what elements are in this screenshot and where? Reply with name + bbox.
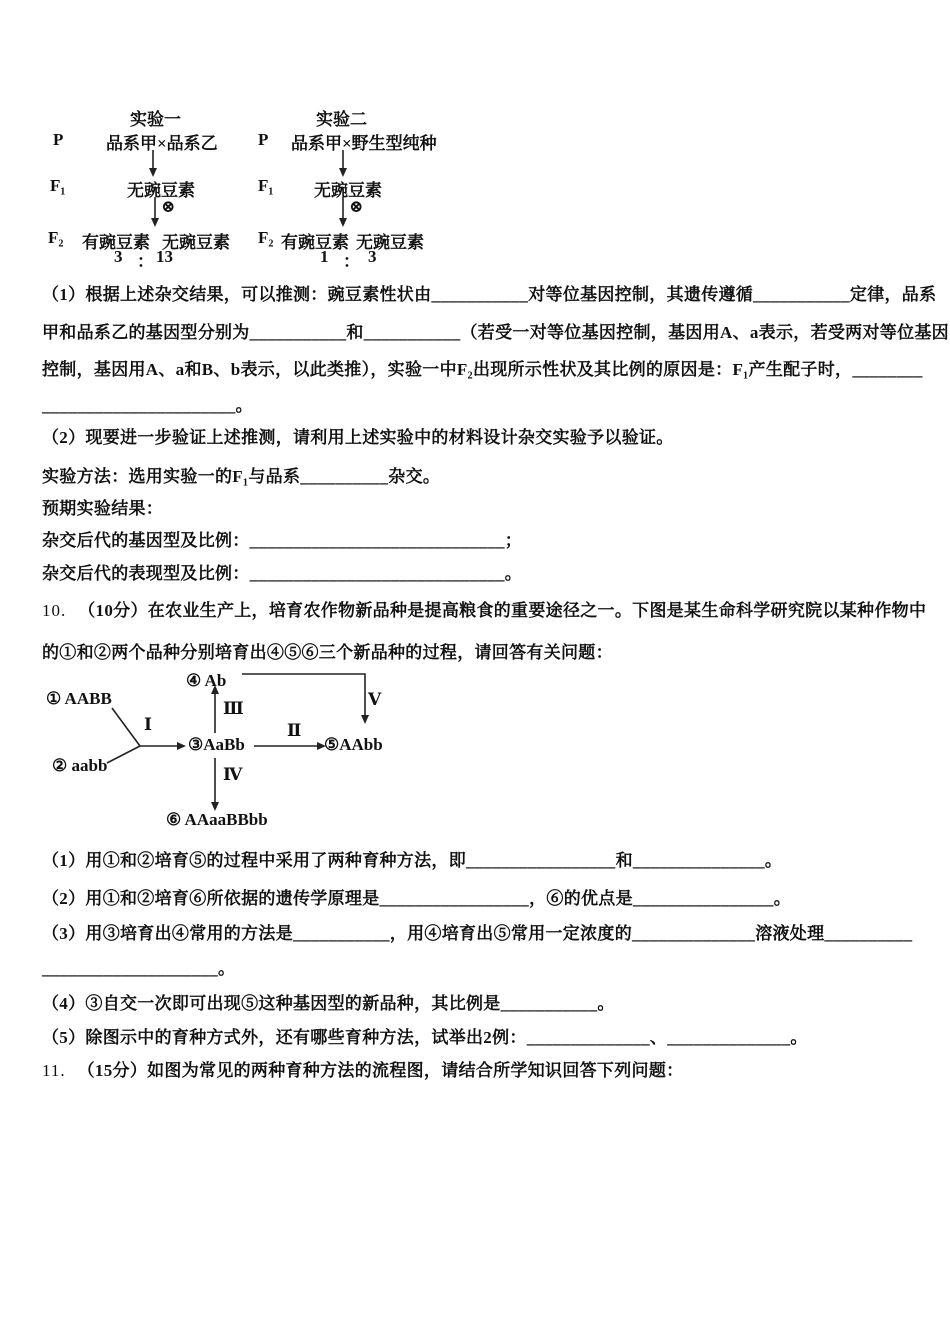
ratio-right: 13 — [156, 247, 173, 266]
q9-part1-line3: 控制，基因用A、a和B、b表示，以此类推），实验一中F₂出现所示性状及其比例的原因是：F₁产生配子时，________ — [42, 360, 923, 379]
breeding-step-II: Ⅱ — [287, 721, 302, 740]
breeding-step-III: Ⅲ — [223, 699, 244, 718]
q10-number: 10. — [42, 601, 67, 620]
breeding-step-V: Ⅴ — [368, 690, 382, 709]
self-cross-icon: ⊗ — [161, 197, 176, 216]
f1-label: F₁ — [258, 176, 274, 195]
q9-part2-genotype-line: 杂交后代的基因型及比例：_____________________________； — [42, 531, 523, 550]
q10-sub3-continued: ____________________。 — [42, 959, 236, 978]
f1-phenotype: 无豌豆素 — [127, 181, 195, 200]
ratio-colon: ： — [343, 252, 360, 271]
exp2-title: 实验二 — [316, 110, 367, 129]
f2-phenotype-left: 有豌豆素 — [281, 233, 349, 252]
q11-number: 11. — [42, 1061, 66, 1080]
q9-part2-method: 实验方法：选用实验一的F₁与品系__________杂交。 — [42, 467, 441, 486]
p-generation-label: P — [53, 130, 64, 149]
p-generation-label: P — [258, 130, 269, 149]
ratio-left: 3 — [114, 247, 123, 266]
q9-part2-line1: （2）现要进一步验证上述推测，请利用上述实验中的材料设计杂交实验予以验证。 — [42, 428, 674, 447]
f2-label: F₂ — [48, 228, 64, 247]
q10-sub2: （2）用①和②培育⑥所依据的遗传学原理是_________________，⑥的优点是________________。 — [42, 889, 791, 908]
f2-phenotype-right: 无豌豆素 — [356, 233, 424, 252]
q9-part2-expect-label: 预期实验结果： — [42, 499, 164, 518]
breeding-step-I: Ⅰ — [144, 715, 152, 734]
f2-phenotype-left: 有豌豆素 — [82, 233, 150, 252]
f2-phenotype-right: 无豌豆素 — [162, 233, 230, 252]
q9-part1-line4: ______________________。 — [42, 396, 253, 415]
q9-part2-phenotype-line: 杂交后代的表现型及比例：_____________________________。 — [42, 564, 523, 583]
breeding-item-2: ② aabb — [52, 756, 108, 775]
q11-stem-text: （15分）如图为常见的两种育种方法的流程图，请结合所学知识回答下列问题： — [77, 1061, 684, 1080]
breeding-diagram — [40, 665, 430, 845]
ratio-right: 3 — [368, 247, 377, 266]
f2-label: F₂ — [258, 228, 274, 247]
experiment-1-diagram — [40, 103, 250, 271]
ratio-left: 1 — [320, 247, 329, 266]
cross-parents: 品系甲×品系乙 — [106, 134, 218, 153]
q10-sub3: （3）用③培育出④常用的方法是___________，用④培育出⑤常用一定浓度的______________溶液处理__________ — [42, 924, 913, 943]
breeding-item-4: ④ Ab — [186, 671, 227, 690]
q9-part1-line1: （1）根据上述杂交结果，可以推测：豌豆素性状由___________对等位基因控制，其遗传遵循___________定律，品系 — [42, 285, 937, 304]
breeding-item-6: ⑥ AAaaBBbb — [166, 810, 268, 829]
self-cross-icon: ⊗ — [349, 197, 364, 216]
cross-parents: 品系甲×野生型纯种 — [291, 134, 437, 153]
f1-label: F₁ — [50, 176, 66, 195]
q10-stem-line2: 的①和②两个品种分别培育出④⑤⑥三个新品种的过程，请回答有关问题： — [42, 643, 613, 662]
breeding-item-5: ⑤AAbb — [324, 735, 383, 754]
experiment-2-diagram — [250, 103, 460, 271]
breeding-item-1: ① AABB — [46, 689, 112, 708]
f1-phenotype: 无豌豆素 — [314, 181, 382, 200]
q10-sub1: （1）用①和②培育⑤的过程中采用了两种育种方法，即_________________和_______________。 — [42, 851, 783, 870]
exp1-title: 实验一 — [130, 110, 181, 129]
q10-stem-line1 — [42, 601, 926, 621]
q9-part1-line2: 甲和品系乙的基因型分别为___________和___________（若受一对等位基因控制，基因用A、a表示，若受两对等位基因 — [42, 323, 949, 342]
q11-stem-line — [42, 1061, 683, 1081]
breeding-item-3: ③AaBb — [188, 735, 245, 754]
ratio-colon: ： — [137, 252, 154, 271]
q10-sub5: （5）除图示中的育种方式外，还有哪些育种方法，试举出2例：______________、______________。 — [42, 1028, 808, 1047]
breeding-step-IV: Ⅳ — [223, 765, 243, 784]
q10-sub4: （4）③自交一次即可出现⑤这种基因型的新品种，其比例是___________。 — [42, 994, 615, 1013]
q10-stem-text: （10分）在农业生产上，培育农作物新品种是提高粮食的重要途径之一。下图是某生命科学研究院以某种作物中 — [78, 601, 927, 620]
